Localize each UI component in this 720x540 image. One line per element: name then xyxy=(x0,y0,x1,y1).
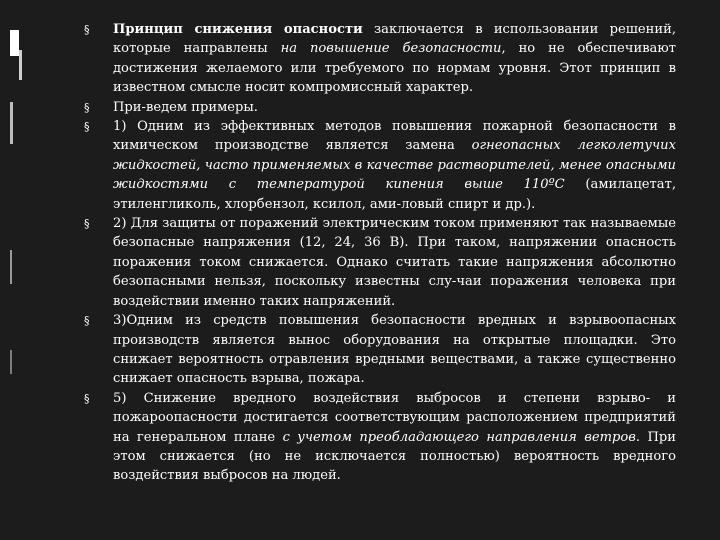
body-text: заключается в использовании решений, которые направлены xyxy=(113,22,676,57)
decorative-bar xyxy=(10,30,19,56)
emphasis-text: на повышение безопасности xyxy=(280,41,502,57)
term-text: Принцип снижения опасности xyxy=(113,22,363,37)
body-text: . При этом снижается (но не исключается полностью) вероятность вредного воздействия выбросов на людей. xyxy=(113,429,676,484)
body-text: 2) Для защиты от поражений электрическим током применяют так называемые безопасные напряжения (12, 24, 36 В). При таком, напряжении опасность поражения током снижается. Однако считать такие напряжения абсолютно безопасными нельзя, поскольку известны слу-чаи поражения человека при воздействии именно таких напряжений. xyxy=(113,216,676,309)
body-text: 1) Одним из эффективных методов повышения пожарной безопасности в химическом производстве является замена xyxy=(113,119,676,154)
emphasis-text: с учетом преобладающего направления ветров xyxy=(282,429,636,445)
list-item xyxy=(84,311,676,389)
list-item xyxy=(84,98,676,117)
bullet-icon: § xyxy=(84,314,90,328)
bullet-icon: § xyxy=(84,120,90,134)
body-text: , но не обеспечивают достижения желаемого или требуемого по нормам уровня. Этот принцип в известном смысле носит компромиссный характер. xyxy=(113,41,677,96)
body-text: (амилацетат, этиленгликоль, хлорбензол, ксилол, ами-ловый спирт и др.). xyxy=(113,177,676,212)
bullet-icon: § xyxy=(84,100,90,114)
decorative-bar xyxy=(10,102,13,144)
body-text: При-ведем примеры. xyxy=(113,99,258,115)
decorative-bar xyxy=(10,350,12,374)
bullet-list xyxy=(84,20,676,486)
emphasis-text: огнеопасных легколетучих жидкостей, часто применяемых в качестве растворителей, менее опасными жидкостями с температурой кипения выше 110ºС xyxy=(113,138,676,193)
list-item xyxy=(84,214,676,311)
bullet-icon: § xyxy=(84,391,90,405)
body-text: 5) Снижение вредного воздействия выбросов и степени взрыво- и пожароопасности достигается соответствующим расположением предприятий на генеральном плане xyxy=(113,390,676,445)
list-item xyxy=(84,20,676,98)
list-item xyxy=(84,389,676,486)
body-text: 3)Одним из средств повышения безопасности вредных и взрывоопасных производств является вынос оборудования на открытые площадки. Это снижает вероятность отравления вредными веществами, а также существенно снижает опасность взрыва, пожара. xyxy=(113,313,676,387)
decorative-bar xyxy=(19,50,22,80)
list-item xyxy=(84,117,676,214)
bullet-icon: § xyxy=(84,217,90,231)
bullet-icon: § xyxy=(84,23,90,36)
decorative-bar xyxy=(10,250,12,284)
